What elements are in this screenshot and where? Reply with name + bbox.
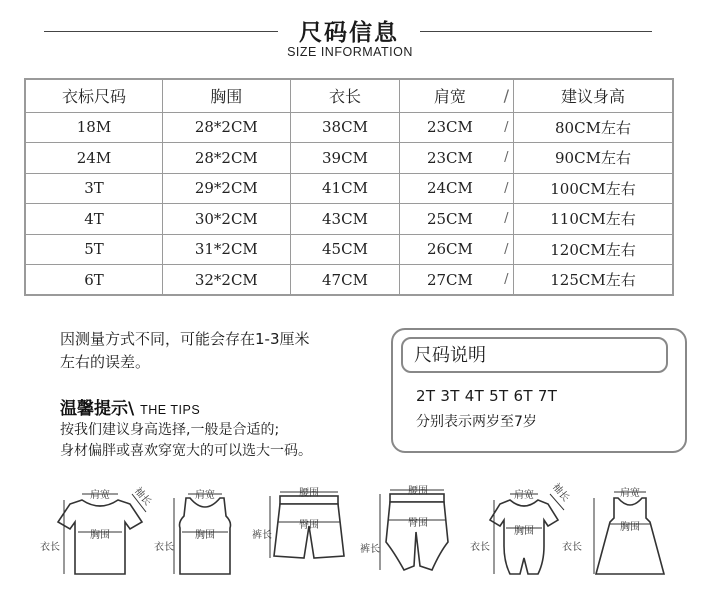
cell-slash: / [500, 234, 514, 265]
cell-length: 45CM [290, 234, 400, 265]
cell-chest: 28*2CM [162, 143, 290, 174]
pants-diagram [360, 482, 460, 582]
size-explanation-title: 尺码说明 [414, 345, 486, 366]
measurement-note [60, 328, 380, 374]
cell-slash: / [500, 143, 514, 174]
tshirt-length-label: 衣长 [40, 542, 60, 553]
cell-size: 24M [76, 148, 112, 167]
romper-shoulder-label: 肩宽 [514, 490, 534, 501]
cell-slash: / [500, 173, 514, 204]
size-explanation-sizes: 2T 3T 4T 5T 6T 7T [416, 387, 558, 405]
dress-chest-label: 胸围 [620, 522, 640, 533]
pants-hip-label: 臀围 [408, 518, 428, 529]
table-header-row [25, 79, 673, 112]
cell-size: 18M [76, 118, 112, 137]
cell-slash: / [500, 204, 514, 235]
tshirt-shoulder-label: 肩宽 [90, 490, 110, 501]
tips-title-en: THE TIPS [140, 403, 201, 417]
note-line-2: 左右的误差。 [60, 353, 151, 371]
table-row [25, 265, 673, 296]
col-header-chest: 胸围 [162, 79, 290, 112]
cell-height: 80CM左右 [513, 112, 673, 143]
dress-shoulder-label: 肩宽 [620, 488, 640, 499]
col-header-slash: / [500, 79, 514, 112]
table-row [25, 234, 673, 265]
cell-height: 110CM左右 [513, 204, 673, 235]
romper-chest-label: 胸围 [514, 526, 534, 537]
cell-shoulder: 23CM [400, 112, 500, 143]
col-header-height: 建议身高 [513, 79, 673, 112]
cell-size: 6T [84, 270, 104, 289]
cell-chest: 30*2CM [162, 204, 290, 235]
note-line-1: 因测量方式不同，可能会存在1-3厘米 [60, 330, 310, 348]
cell-length: 47CM [290, 265, 400, 296]
tshirt-diagram [40, 482, 160, 582]
pants-waist-label: 腰围 [408, 486, 428, 497]
romper-length-label: 衣长 [470, 542, 490, 553]
tips-title: 温馨提示\ [60, 399, 135, 419]
tips-line-1: 按我们建议身高选择,一般是合适的; [60, 422, 280, 438]
cell-shoulder: 23CM [400, 143, 500, 174]
cell-shoulder: 25CM [400, 204, 500, 235]
cell-height: 125CM左右 [513, 265, 673, 296]
cell-chest: 32*2CM [162, 265, 290, 296]
pants-icon [360, 482, 460, 582]
table-row [25, 143, 673, 174]
tshirt-sleeve-label: 袖长 [131, 485, 154, 508]
cell-shoulder: 26CM [400, 234, 500, 265]
size-explanation-desc: 分别表示两岁至7岁 [416, 414, 537, 430]
pants-length-label: 裤长 [360, 544, 380, 555]
shorts-length-label: 裤长 [252, 530, 272, 541]
table-row [25, 112, 673, 143]
vest-diagram [154, 482, 250, 582]
cell-size: 5T [84, 240, 104, 259]
cell-length: 41CM [290, 173, 400, 204]
cell-shoulder: 24CM [400, 173, 500, 204]
cell-chest: 29*2CM [162, 173, 290, 204]
dress-length-label: 衣长 [562, 542, 582, 553]
tips-body [60, 420, 390, 462]
tips-line-2: 身材偏胖或喜欢穿宽大的可以选大一码。 [60, 443, 312, 459]
table-row [25, 173, 673, 204]
tips-heading [60, 394, 200, 419]
vest-chest-label: 胸围 [195, 530, 215, 541]
cell-length: 39CM [290, 143, 400, 174]
tshirt-chest-label: 胸围 [90, 530, 110, 541]
cell-length: 43CM [290, 204, 400, 235]
romper-diagram [470, 482, 580, 582]
cell-size: 3T [84, 179, 104, 198]
cell-length: 38CM [290, 112, 400, 143]
dress-diagram [562, 482, 680, 582]
header-divider-left [44, 31, 278, 32]
cell-chest: 31*2CM [162, 234, 290, 265]
vest-shoulder-label: 肩宽 [195, 490, 215, 501]
cell-height: 90CM左右 [513, 143, 673, 174]
size-table [24, 78, 674, 296]
page-subtitle: SIZE INFORMATION [287, 45, 413, 59]
romper-sleeve-label: 袖长 [549, 481, 572, 504]
col-header-length: 衣长 [290, 79, 400, 112]
shorts-hip-label: 臀围 [299, 520, 319, 531]
cell-chest: 28*2CM [162, 112, 290, 143]
cell-size: 4T [84, 209, 104, 228]
col-header-size-label: 衣标尺码 [61, 87, 126, 107]
cell-slash: / [500, 265, 514, 296]
cell-height: 100CM左右 [513, 173, 673, 204]
shorts-waist-label: 腰围 [299, 488, 319, 499]
cell-shoulder: 27CM [400, 265, 500, 296]
page-title: 尺码信息 [299, 20, 399, 46]
col-header-shoulder: 肩宽 [400, 79, 500, 112]
vest-length-label: 衣长 [154, 542, 174, 553]
section-header [0, 0, 703, 70]
header-divider-right [420, 31, 652, 32]
cell-height: 120CM左右 [513, 234, 673, 265]
shorts-diagram [252, 482, 352, 582]
table-row [25, 204, 673, 235]
cell-slash: / [500, 112, 514, 143]
